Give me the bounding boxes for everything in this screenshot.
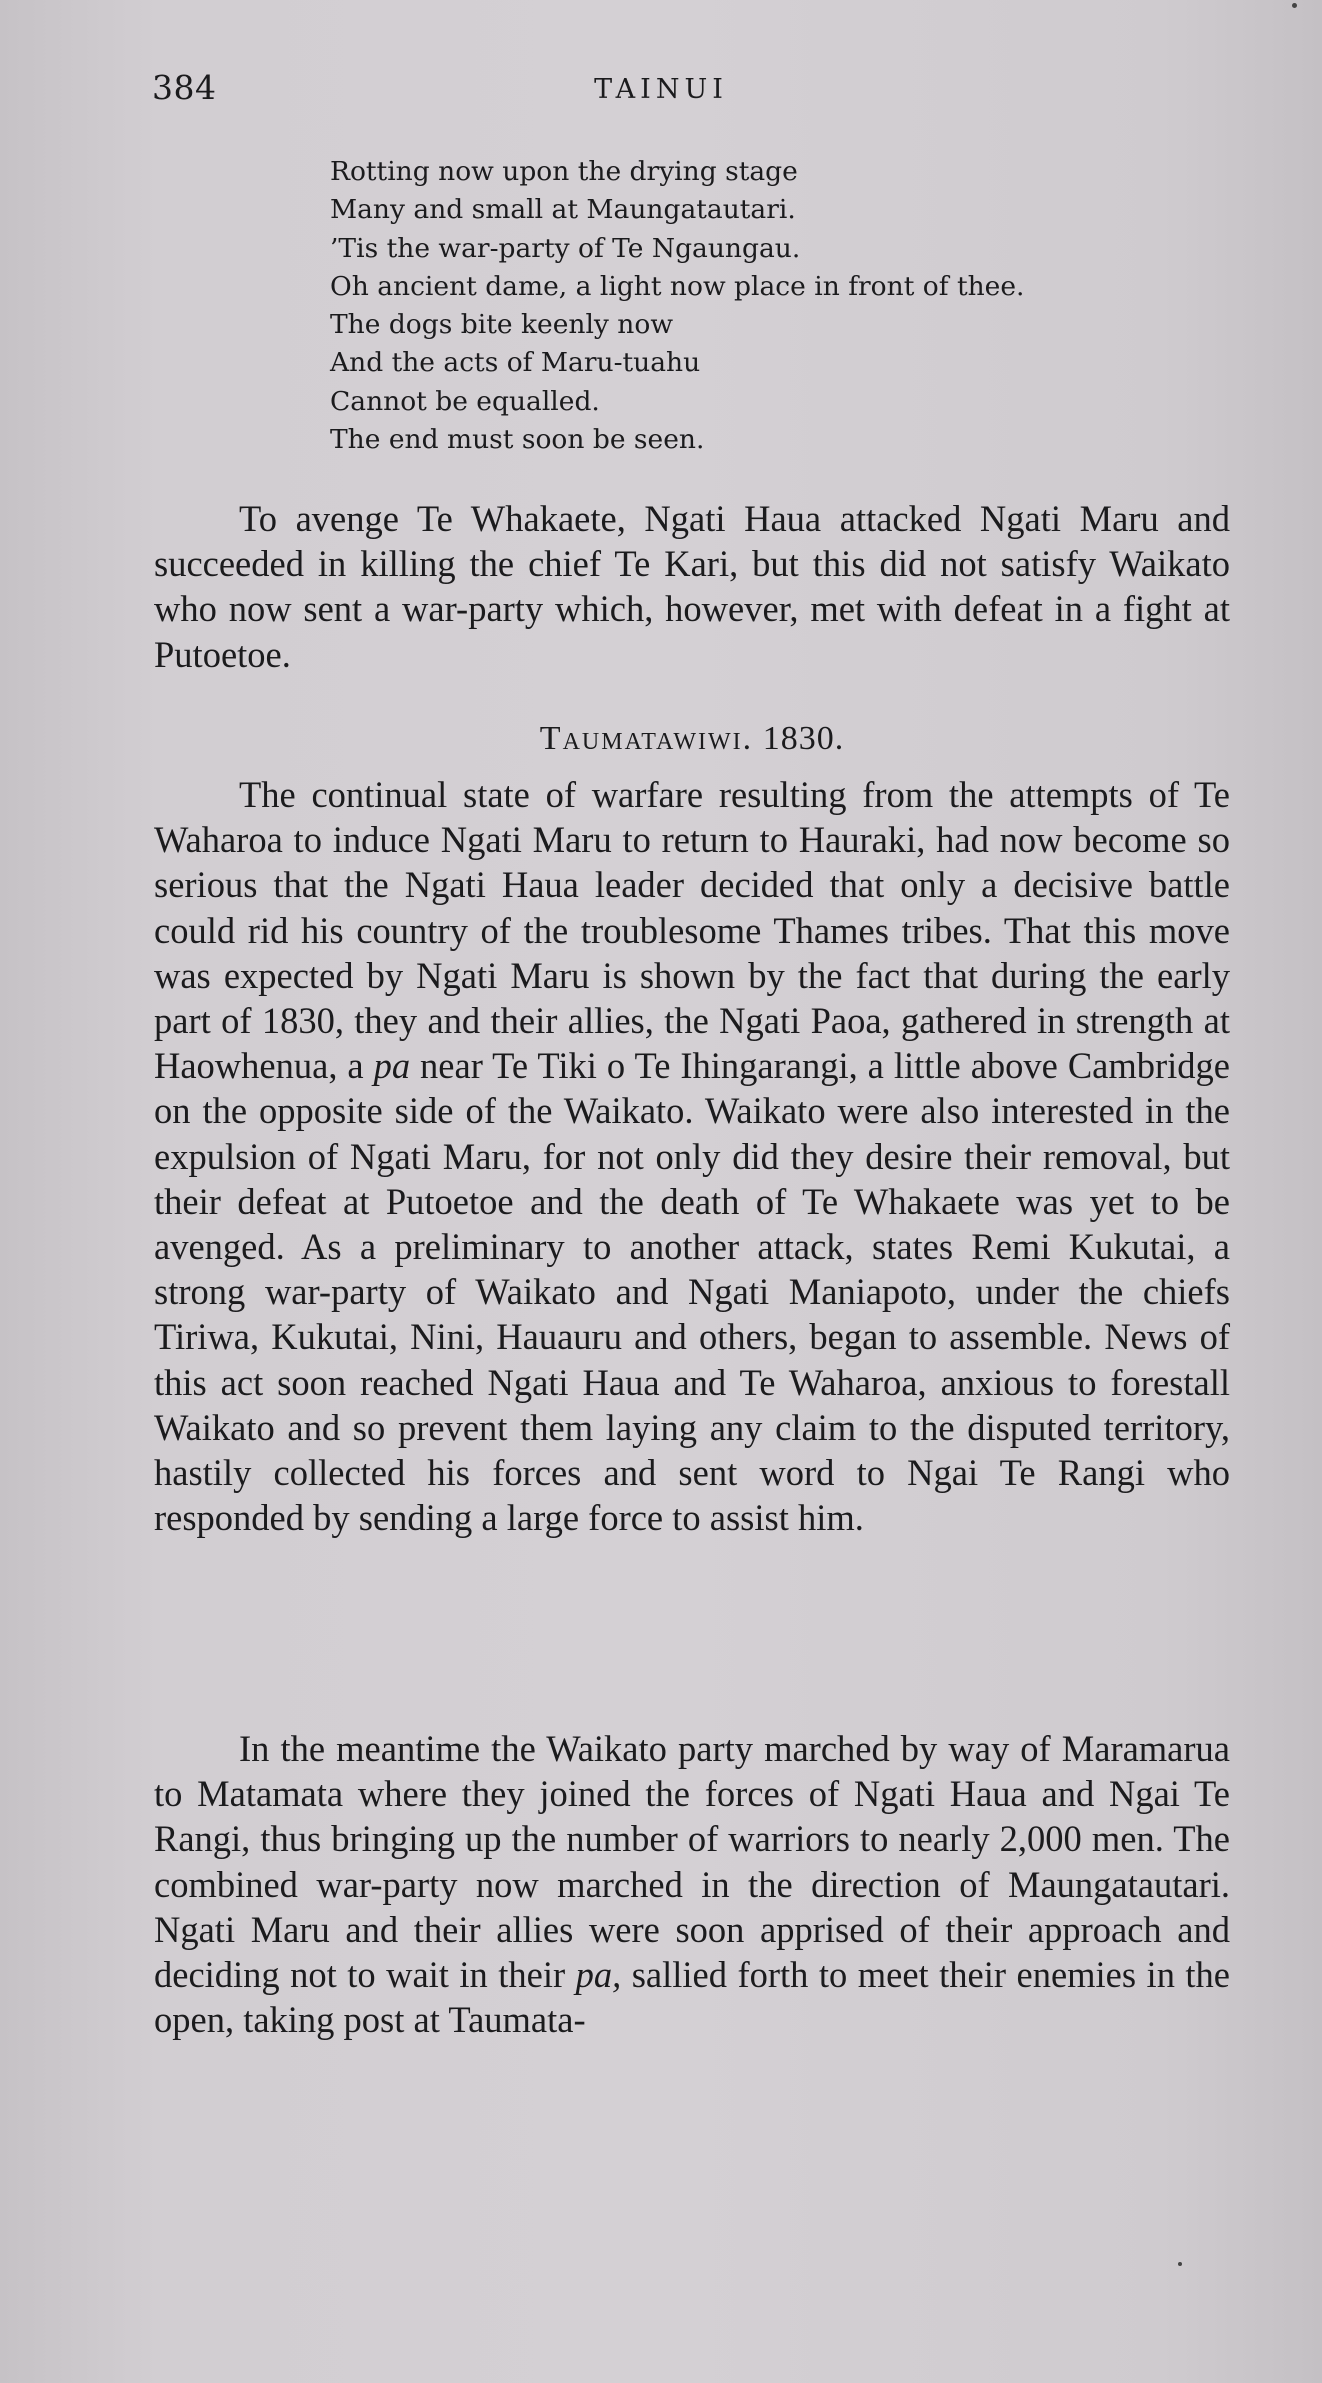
paragraph-text-part: In the meantime the Waikato party marched by way of Maramarua to Matamata where they joined the forces of Ngati Haua and Ngai Te Rangi, thus bringing up the number of warriors to nearly 2,000 men. The combined war-party now marched in the direction of Maungatautari. Ngati Maru and their allies were soon apprised of their approach and deciding not to wait in their <box>154 1728 1230 1996</box>
paragraph-text <box>154 772 1230 1540</box>
italic-term: pa <box>373 1045 411 1087</box>
page-header <box>152 68 1230 118</box>
verse-line: And the acts of Maru-tuahu <box>330 347 701 379</box>
paragraph-text: To avenge Te Whakaete, Ngati Haua attacked Ngati Maru and succeeded in killing the chief Te Kari, but this did not satisfy Waikato who now sent a war-party which, however, met with defeat in a fight at Putoetoe. <box>154 498 1230 675</box>
verse-line: Rotting now upon the drying stage <box>330 156 798 187</box>
paper-speck <box>1178 2262 1182 2266</box>
paragraph-text <box>154 1726 1230 2042</box>
italic-term: pa, <box>575 1954 622 1996</box>
section-year: 1830. <box>762 720 845 757</box>
paragraph-meantime <box>154 1726 1230 2042</box>
page-number: 384 <box>152 68 217 107</box>
verse-line: The end must soon be seen. <box>330 424 705 456</box>
verse-line: Cannot be equalled. <box>330 385 600 417</box>
paragraph-avenge <box>154 496 1230 677</box>
paragraph-text-part: near Te Tiki o Te Ihingarangi, a little above Cambridge on the opposite side of the Waikato. Waikato were also interested in the expulsion of Ngati Maru, for not only did they desire their removal, but their defeat at Putoetoe and the death of Te Whakaete was yet to be avenged. As a preliminary to another attack, states Remi Kukutai, a strong war-party of Waikato and Ngati Maniapoto, under the chiefs Tiriwa, Kukutai, Nini, Hauauru and others, began to assemble. News of this act soon reached Ngati Haua and Te Waharoa, anxious to forestall Waikato and so prevent them laying any claim to the disputed territory, hastily collected his forces and sent word to Ngai Te Rangi who responded by sending a large force to assist him. <box>154 1045 1230 1539</box>
paper-speck <box>1292 3 1297 8</box>
running-head: TAINUI <box>594 74 728 105</box>
section-heading <box>154 720 1230 758</box>
verse-block <box>330 153 1024 459</box>
paragraph-warfare <box>154 772 1230 1540</box>
section-title: Taumatawiwi. <box>539 720 754 757</box>
paragraph-text-part: sallied forth to meet their enemies in the open, taking post at Taumata- <box>154 1954 1230 2041</box>
verse-line: Oh ancient dame, a light now place in front of thee. <box>330 270 1025 302</box>
verse-line: ’Tis the war-party of Te Ngaungau. <box>330 232 801 264</box>
verse-line: Many and small at Maungatautari. <box>330 194 796 226</box>
paragraph-text-part: The continual state of warfare resulting from the attempts of Te Waharoa to induce Ngati Maru to return to Hauraki, had now become so serious that the Ngati Haua leader decided that only a decisive battle could rid his country of the troublesome Thames tribes. That this move was expected by Ngati Maru is shown by the fact that during the early part of 1830, they and their allies, the Ngati Paoa, gathered in strength at Haowhenua, a <box>154 774 1230 1087</box>
verse-line: The dogs bite keenly now <box>330 309 674 341</box>
